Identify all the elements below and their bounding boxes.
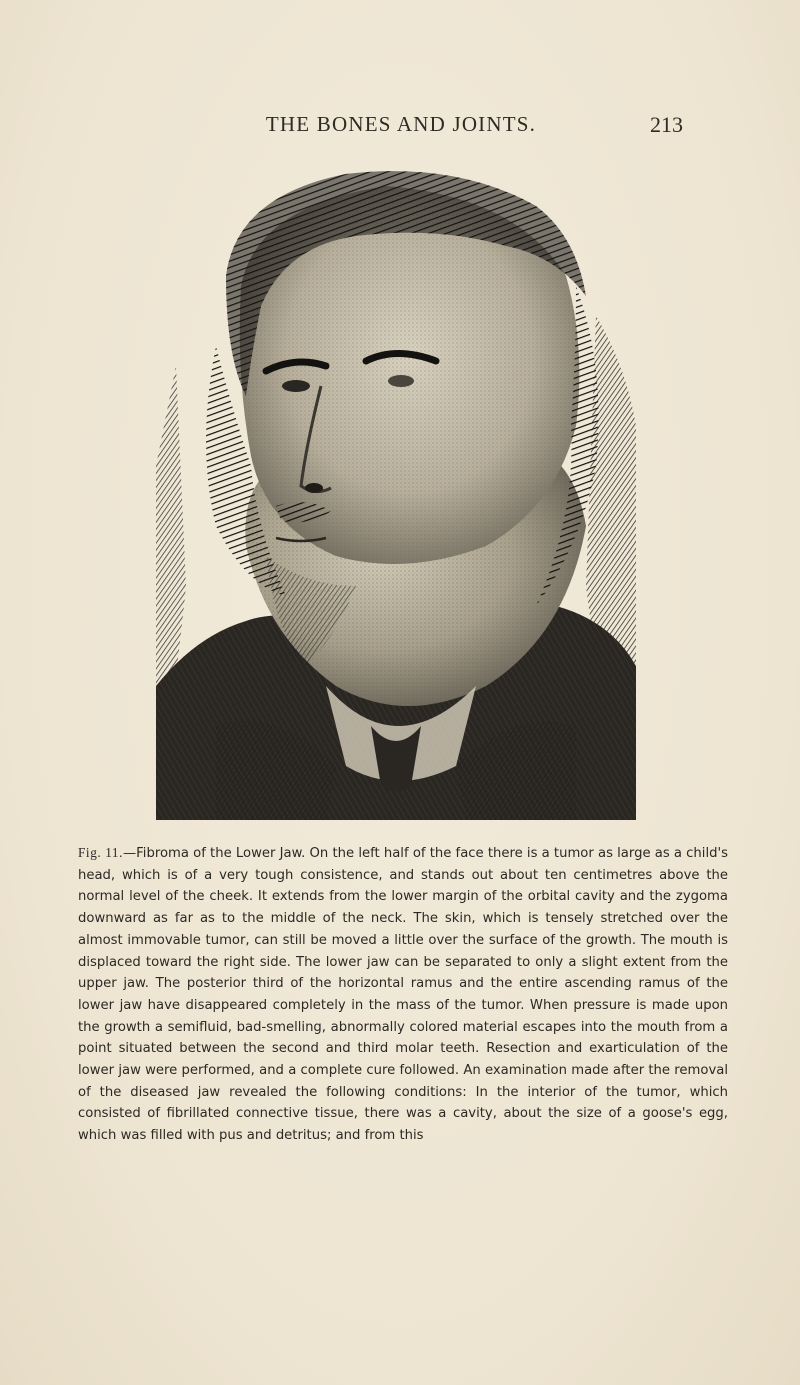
engraving-portrait (156, 166, 636, 820)
figure-caption (78, 842, 728, 1147)
page-number: 213 (650, 112, 683, 137)
figure-title: —Fibroma of the Lower Jaw. (122, 846, 306, 861)
running-header (0, 112, 800, 146)
figure-label: Fig. 11. (78, 845, 123, 860)
caption-body: On the left half of the face there is a tumor as large as a child's head, which is of a very tough consistence, and stands out about ten centimetres above the normal level of the cheek. It extends from the lower margin of the orbital cavity and the zygoma downward as far as to the middle of the neck. The skin, which is tensely stretched over the almost immovable tumor, can still be moved a little over the surface of the growth. The mouth is displaced toward the right side. The lower jaw can be separated to only a slight extent from the upper jaw. The posterior third of the horizontal ramus and the entire ascending ramus of the lower jaw have disappeared completely in the mass of the tumor. When pressure is made upon the growth a semifluid, bad-smelling, abnormally colored material escapes into the mouth from a point situated between the second and third molar teeth. Resection and exarticulation of the lower jaw were performed, and a complete cure followed. An examination made after the removal of the diseased jaw revealed the following conditions: In the interior of the tumor, which consisted of fibrillated connective tissue, there was a cavity, about the size of a goose's egg, which was filled with pus and detritus; and from this (78, 846, 728, 1144)
running-title: THE BONES AND JOINTS. (265, 112, 537, 136)
figure-illustration (156, 166, 636, 820)
